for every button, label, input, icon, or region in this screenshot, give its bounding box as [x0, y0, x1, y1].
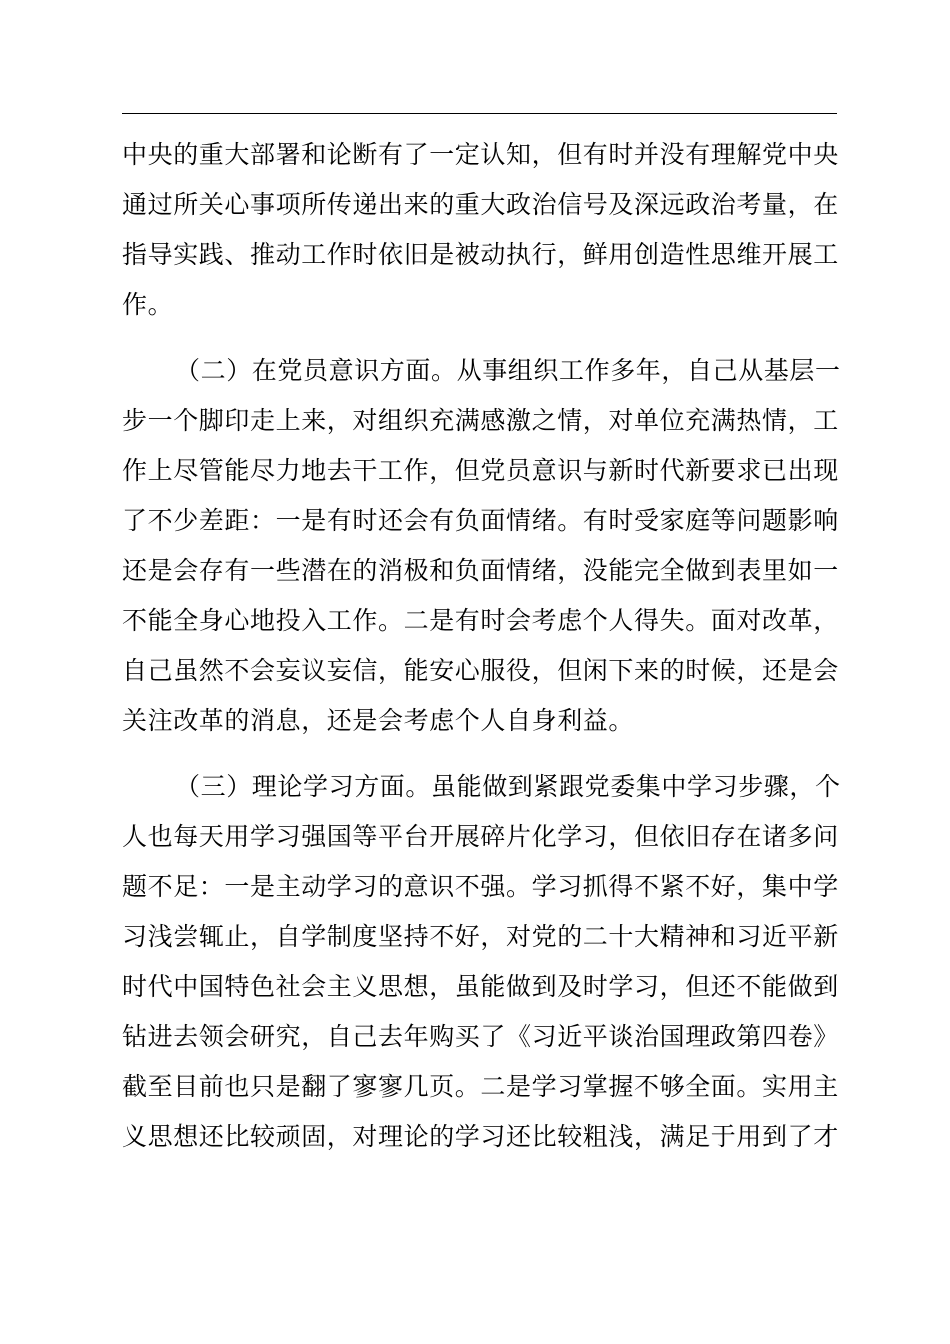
text-line: 步一个脚印走上来，对组织充满感激之情，对单位充满热情，工 — [122, 406, 839, 435]
text-line: 截至目前也只是翻了寥寥几页。二是学习掌握不够全面。实用主 — [122, 1072, 839, 1101]
paragraph-gap — [122, 746, 837, 762]
text-line: 自己虽然不会妄议妄信，能安心服役，但闲下来的时候，还是会 — [122, 656, 839, 685]
paragraph-2 — [122, 346, 841, 746]
paragraph-1 — [122, 130, 837, 330]
text-line: 了不少差距：一是有时还会有负面情绪。有时受家庭等问题影响 — [122, 506, 839, 535]
text-line: 通过所关心事项所传递出来的重大政治信号及深远政治考量，在 — [122, 190, 839, 219]
text-line: 作。 — [122, 290, 174, 319]
text-line: 中央的重大部署和论断有了一定认知，但有时并没有理解党中央 — [122, 140, 839, 169]
text-line: 还是会存有一些潜在的消极和负面情绪，没能完全做到表里如一 — [122, 556, 839, 585]
text-line: 钻进去领会研究，自己去年购买了《习近平谈治国理政第四卷》 — [122, 1022, 839, 1051]
paragraph-gap — [122, 330, 837, 346]
text-line: （二）在党员意识方面。从事组织工作多年，自己从基层一 — [175, 356, 841, 385]
text-line: 作上尽管能尽力地去干工作，但党员意识与新时代新要求已出现 — [122, 456, 839, 485]
text-line: （三）理论学习方面。虽能做到紧跟党委集中学习步骤，个 — [175, 772, 841, 801]
text-line: 时代中国特色社会主义思想，虽能做到及时学习，但还不能做到 — [122, 972, 839, 1001]
paragraph-3 — [122, 762, 841, 1162]
text-line: 关注改革的消息，还是会考虑个人自身利益。 — [122, 706, 635, 735]
text-line: 指导实践、推动工作时依旧是被动执行，鲜用创造性思维开展工 — [122, 240, 839, 269]
text-line: 义思想还比较顽固，对理论的学习还比较粗浅，满足于用到了才 — [122, 1122, 839, 1151]
text-line: 题不足：一是主动学习的意识不强。学习抓得不紧不好，集中学 — [122, 872, 839, 901]
document-body — [122, 130, 841, 1162]
header-rule — [122, 113, 837, 114]
text-line: 不能全身心地投入工作。二是有时会考虑个人得失。面对改革， — [122, 606, 839, 635]
text-line: 习浅尝辄止，自学制度坚持不好，对党的二十大精神和习近平新 — [122, 922, 839, 951]
text-line: 人也每天用学习强国等平台开展碎片化学习，但依旧存在诸多问 — [122, 822, 839, 851]
